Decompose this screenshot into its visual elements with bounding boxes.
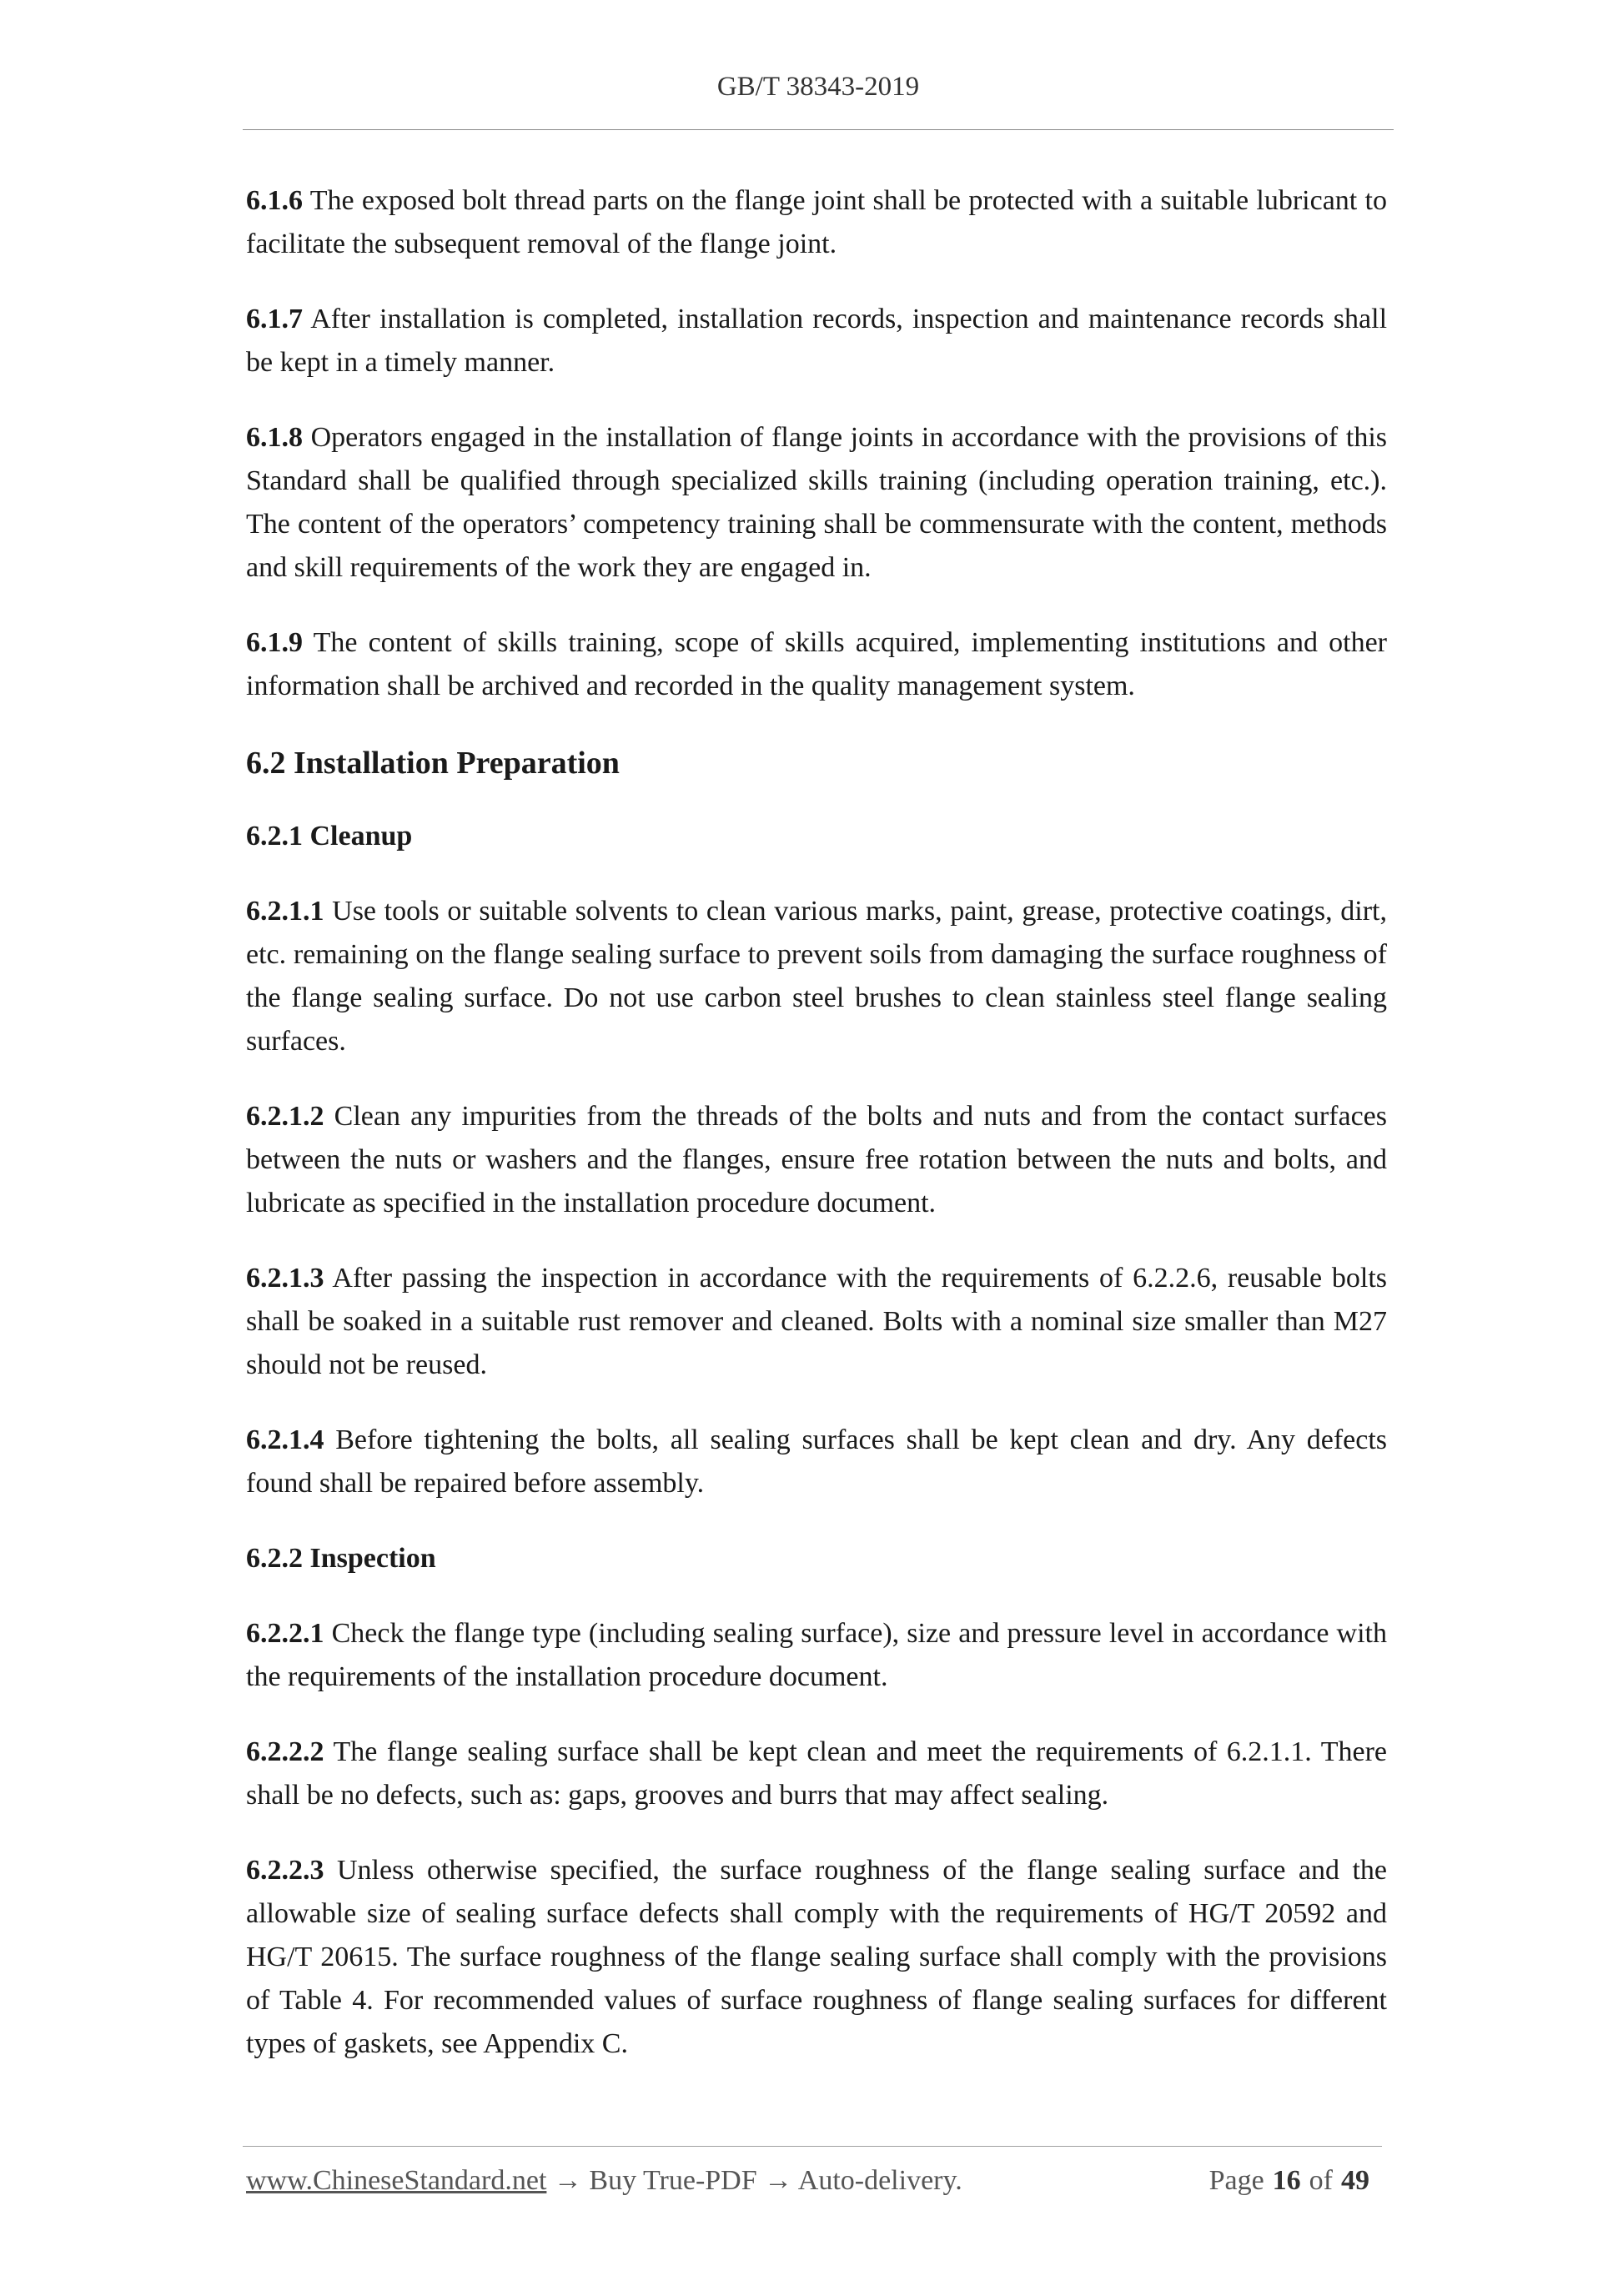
clause-number: 6.2.1.3 [246,1263,324,1294]
header-divider [243,129,1394,130]
clause-text: Check the flange type (including sealing surface), size and pressure level in accordance with the requirements of the installation procedure document. [246,1618,1387,1692]
clause-text: Operators engaged in the installation of flange joints in accordance with the provisions of this Standard shall be qualified through specialized skills training (including operation training, etc.). The content of the operators’ competency training shall be commensurate with the content, methods and skill requirements of the work they are engaged in. [246,422,1387,583]
clause-number: 6.2.1.4 [246,1424,324,1455]
clause-6-1-6 [246,179,1387,266]
clause-6-1-7 [246,298,1387,384]
page-total: 49 [1341,2165,1369,2196]
clause-number: 6.1.7 [246,304,303,334]
clause-6-2-2-1 [246,1612,1387,1699]
clause-text: Before tightening the bolts, all sealing surfaces shall be kept clean and dry. Any defects found shall be repaired before assembly. [246,1424,1388,1499]
clause-number: 6.2.2.3 [246,1855,324,1886]
clause-text: After passing the inspection in accordance with the requirements of 6.2.2.6, reusable bolts shall be soaked in a suitable rust remover and cleaned. Bolts with a nominal size smaller than M27 should not be reused. [246,1263,1388,1380]
footer-divider [243,2146,1382,2147]
clause-text: The flange sealing surface shall be kept clean and meet the requirements of 6.2.1.1. There shall be no defects, such as: gaps, grooves and burrs that may affect sealing. [246,1736,1388,1811]
buy-true-pdf-text: Buy True-PDF [589,2165,757,2196]
clause-6-1-8 [246,416,1387,590]
clause-number: 6.2.2.2 [246,1736,324,1767]
clause-text: Use tools or suitable solvents to clean various marks, paint, grease, protective coatings, dirt, etc. remaining on the flange sealing surface to prevent soils from damaging the surface roughness of the flange sealing surface. Do not use carbon steel brushes to clean stainless steel flange sealing surfaces. [246,896,1387,1057]
page-label: Page [1208,2165,1264,2196]
website-link[interactable]: www.ChineseStandard.net [246,2165,547,2196]
arrow-icon: → [764,2165,793,2196]
clause-number: 6.2.2.1 [246,1618,324,1649]
subsection-heading-6-2-2: 6.2.2 Inspection [246,1543,436,1574]
clause-number: 6.1.8 [246,422,303,453]
of-label: of [1309,2165,1333,2196]
clause-text: Clean any impurities from the threads of the bolts and nuts and from the contact surfaces between the nuts or washers and the flanges, ensure free rotation between the nuts and bolts, and lubricate as specified in the installation procedure document. [246,1101,1387,1218]
clause-text: After installation is completed, installation records, inspection and maintenance records shall be kept in a timely manner. [246,304,1388,378]
clause-number: 6.2.1.1 [246,896,324,927]
clause-6-2-1-1 [246,890,1387,1063]
page-indicator [1209,2165,1378,2197]
clause-6-2-2-3 [246,1849,1387,2066]
arrow-icon: → [553,2165,582,2196]
clause-6-2-1-2 [246,1095,1387,1225]
page-footer [246,2165,1382,2197]
clause-6-2-2-2 [246,1731,1387,1817]
clause-6-1-9 [246,621,1387,708]
clause-number: 6.2.1.2 [246,1101,324,1132]
clause-6-2-1-4 [246,1419,1387,1505]
clause-6-2-1-3 [246,1257,1387,1387]
auto-delivery-text: Auto-delivery. [797,2165,962,2196]
clause-number: 6.1.6 [246,185,303,216]
subsection-heading-6-2-1: 6.2.1 Cleanup [246,821,413,852]
clause-number: 6.1.9 [246,627,303,658]
clause-text: The exposed bolt thread parts on the flange joint shall be protected with a suitable lubricant to facilitate the subsequent removal of the flange joint. [246,185,1388,259]
page-number: 16 [1272,2165,1301,2196]
clause-text: Unless otherwise specified, the surface roughness of the flange sealing surface and the allowable size of sealing surface defects shall comply with the requirements of HG/T 20592 and HG/T 20615. The surface roughness of the flange sealing surface shall comply with the provisions of Table 4. For recommended values of surface roughness of flange sealing surfaces for different types of gaskets, see Appendix C. [246,1855,1387,2059]
document-header: GB/T 38343-2019 [716,72,920,102]
clause-text: The content of skills training, scope of skills acquired, implementing institutions and other information shall be archived and recorded in the quality management system. [246,627,1387,701]
section-heading-6-2: 6.2 Installation Preparation [246,746,620,781]
document-body [246,179,1387,2098]
